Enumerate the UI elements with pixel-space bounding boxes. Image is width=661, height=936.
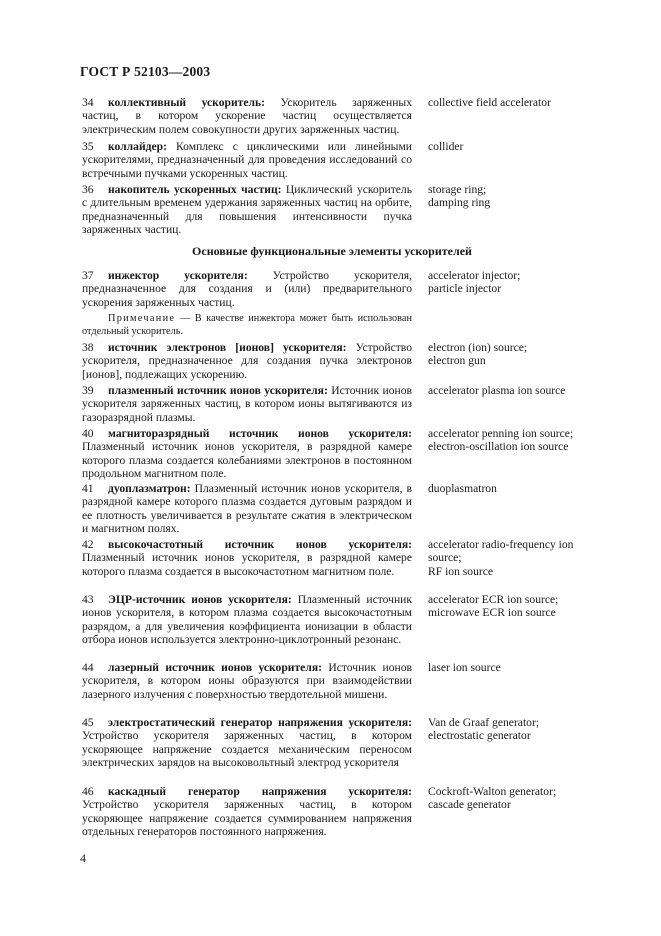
note-37 [82,313,412,339]
term-name: электростатический генератор напряжения ускорителя: [108,716,412,729]
entry-ru-text [82,482,412,536]
term-definition: Плазменный источник ионов ускорителя, в разрядной камере которого плазма создается колебаниями электронов в постоянном продольном магнитном поле. [82,440,412,481]
term-name: высокочастотный источник ионов ускорителя: [108,538,412,551]
en-term: accelerator penning ion source; [428,427,574,440]
term-entry-40 [82,427,574,481]
entry-ru-text [82,661,412,701]
en-term: Cockroft-Walton generator; [428,785,557,798]
entry-number: 42 [82,538,94,551]
entry-number: 46 [82,785,94,798]
entry-en-terms [428,593,598,620]
term-definition: Устройство ускорителя заряженных частиц, в котором ускоряющее напряжение создается суммированием напряжения отдельных генераторов постоянного напряжения. [82,798,412,839]
entry-ru-text [82,384,412,424]
entry-number: 38 [82,341,94,354]
term-name: коллайдер: [108,140,167,153]
term-definition: Устройство ускорителя, предназначенное для создания пучка электронов [ионов], подлежащих ускорению. [82,341,412,381]
entry-ru-text [82,140,412,180]
term-definition: Комплекс с циклическими или линейными ускорителями, предназначенный для проведения исследований со встречными пучками ускоренных частиц. [82,140,412,180]
en-term: accelerator injector; [428,269,521,282]
entry-number: 36 [82,183,94,196]
term-entry-39 [82,384,566,424]
en-term: accelerator ECR ion source; [428,593,559,606]
entry-ru-text [82,427,412,481]
entry-en-terms [428,785,598,812]
en-term: electrostatic generator [428,729,531,743]
term-definition: Устройство ускорителя заряженных частиц, в котором ускоряющее напряжение создается механическим переносом электрических зарядов на высоковольтный электрод ускорителя [82,729,412,770]
en-term: RF ion source [428,564,494,578]
en-term: cascade generator [428,798,511,812]
term-name: магниторазрядный источник ионов ускорителя: [108,427,412,440]
document-header: ГОСТ Р 52103—2003 [80,64,211,79]
en-term: Van de Graaf generator; [428,716,540,729]
entry-ru-text [82,716,412,770]
entry-en-terms [428,427,598,454]
entry-ru-text [82,785,412,839]
entry-en-terms [428,269,598,296]
entry-en-terms [428,384,598,397]
term-entry-34 [82,96,551,136]
entry-en-terms [428,661,598,674]
entry-ru-text [82,593,412,647]
entry-number: 40 [82,427,94,440]
entry-ru-text [82,96,412,136]
term-name: накопитель ускоренных частиц: [108,183,282,196]
term-definition: Плазменный источник ионов ускорителя, в разрядной камере которого плазма создается дуговым разрядом и ее плотность увеличивается в результате сжатия в электрическом и магнитном полях. [82,482,412,536]
term-entry-43 [82,593,559,647]
en-term: collider [428,140,464,153]
en-term: source; [428,551,462,565]
term-definition: Плазменный источник ионов ускорителя, в котором плазма создается высокочастотным разрядом, а для увеличения коэффициента ионизации в области отбора ионов используется электронно-циклотронный резонанс. [82,593,412,647]
term-definition: Устройство ускорителя, предназначенное для создания и (или) предварительного ускорения заряженных частиц. [82,269,412,309]
term-name: ЭЦР-источник ионов ускорителя: [108,593,292,606]
en-term: accelerator radio-frequency ion [428,538,574,551]
term-entry-41 [82,482,497,536]
entry-number: 34 [82,96,94,109]
en-term: storage ring; [428,183,487,196]
entry-ru-text [82,183,412,237]
entry-en-terms [428,482,598,495]
entry-en-terms [428,140,598,153]
entry-number: 43 [82,593,94,606]
term-entry-44 [82,661,501,701]
term-definition: Ускоритель заряженных частиц, в котором ускорение частиц осуществляется электрическим полем совокупности других заряженных частиц. [82,96,412,136]
term-name: дуоплазматрон: [108,482,191,495]
entry-ru-text [82,269,412,309]
entry-number: 35 [82,140,94,153]
term-name: инжектор ускорителя: [108,269,248,282]
term-name: каскадный генератор напряжения ускорителя: [108,785,412,798]
en-term: damping ring [428,196,491,210]
en-term: particle injector [428,282,502,296]
page-number: 4 [80,851,86,865]
entry-number: 39 [82,384,94,397]
entry-en-terms [428,341,598,368]
term-entry-37 [82,269,521,309]
en-term: microwave ECR ion source [428,606,556,620]
en-term: laser ion source [428,661,501,674]
entry-number: 45 [82,716,94,729]
term-name: плазменный источник ионов ускорителя: [108,384,328,397]
entry-en-terms [428,96,598,109]
term-name: лазерный источник ионов ускорителя: [108,661,322,674]
en-term: accelerator plasma ion source [428,384,566,397]
entry-en-terms [428,538,598,578]
term-name: источник электронов [ионов] ускорителя: [108,341,347,354]
term-definition: Источник ионов ускорителя, в котором ионы образуются при взаимодействии лазерного излучения с поверхностью твердотельной мишени. [82,661,412,701]
term-entry-46 [82,785,557,839]
en-term: electron-oscillation ion source [428,440,569,454]
note-label: Примечание [108,313,176,324]
entry-number: 37 [82,269,94,282]
en-term: electron (ion) source; [428,341,528,354]
note-text: — В качестве инжектора может быть использован отдельный ускоритель. [82,313,412,337]
term-entry-35 [82,140,464,180]
term-entry-45 [82,716,540,770]
term-name: коллективный ускоритель: [108,96,265,109]
term-entry-42 [82,538,574,578]
term-definition: Плазменный источник ионов ускорителя, в разрядной камере которого плазма создается в высокочастотном магнитном поле. [82,551,412,578]
term-entry-38 [82,341,528,381]
entry-ru-text [82,341,412,381]
term-entry-36 [82,183,491,237]
entry-ru-text [82,538,412,578]
term-definition: Источник ионов ускорителя заряженных частиц, в котором ионы вытягиваются из газоразрядной плазмы. [82,384,412,424]
entry-en-terms [428,716,598,743]
entry-number: 41 [82,482,94,495]
section-title: Основные функциональные элементы ускорителей [192,244,472,258]
en-term: collective field accelerator [428,96,551,109]
entry-number: 44 [82,661,94,674]
en-term: electron gun [428,354,486,368]
term-definition: Циклический ускоритель с длительным временем удержания заряженных частиц на орбите, предназначенный для повышения интенсивности пучка заряженных частиц. [82,183,413,237]
en-term: duoplasmatron [428,482,497,495]
entry-en-terms [428,183,598,210]
